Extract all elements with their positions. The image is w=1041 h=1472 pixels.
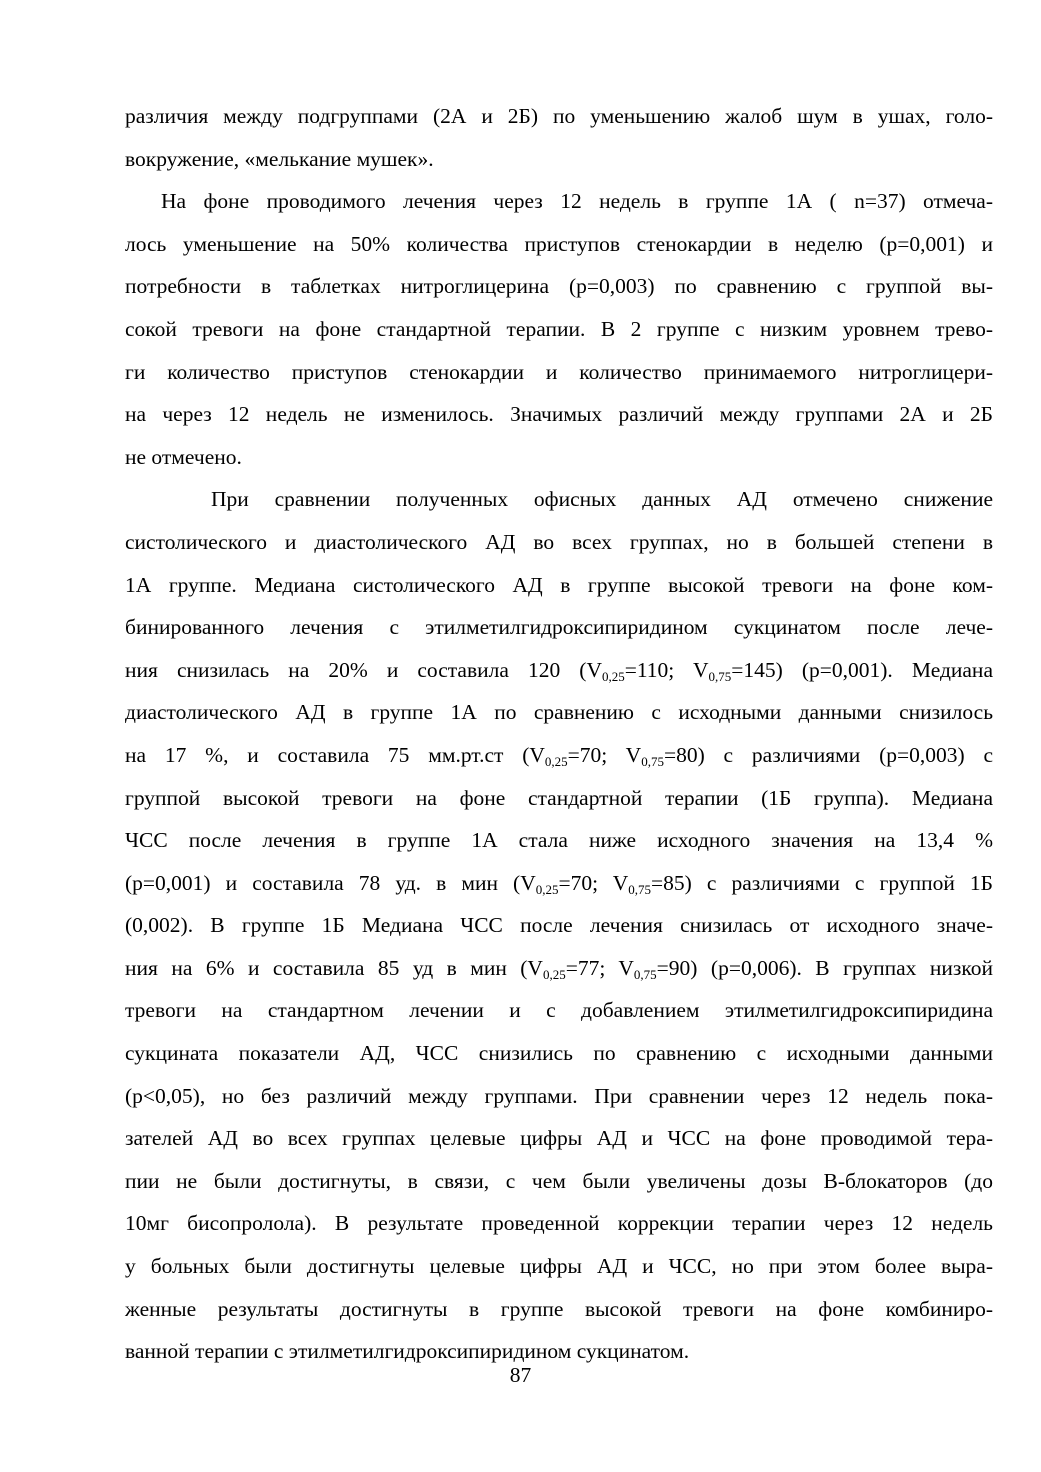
text-line: на 17 %, и составила 75 мм.рт.ст ($V_{0,25}=70$; $V_{0,75}=80$) с различиями (p=0,003) с <box>125 742 993 769</box>
body-text <box>125 95 993 1373</box>
text-line: вокружение, «мелькание мушек». <box>125 146 434 171</box>
text-line: на через 12 недель не изменилось. Значимых различий между группами 2А и 2Б <box>125 402 993 427</box>
text-line: женные результаты достигнуты в группе высокой тревоги на фоне комбиниро- <box>125 1296 993 1321</box>
text-line: ванной терапии с этилметилгидроксипиридином сукцинатом. <box>125 1339 690 1364</box>
text-line: (0,002). В группе 1Б Медиана ЧСС после лечения снизилась от исходного значе- <box>125 913 993 938</box>
text-line: тревоги на стандартном лечении и с добавлением этилметилгидроксипиридина <box>125 998 993 1023</box>
text-line: 10мг бисопролола). В результате проведенной коррекции терапии через 12 недель <box>125 1211 993 1236</box>
text-line: сукцината показатели АД, ЧСС снизились по сравнению с исходными данными <box>125 1041 993 1066</box>
text-line: 1А группе. Медиана систолического АД в группе высокой тревоги на фоне ком- <box>125 572 993 597</box>
text-line: потребности в таблетках нитроглицерина (p=0,003) по сравнению с группой вы- <box>125 274 993 299</box>
text-line: лось уменьшение на 50% количества приступов стенокардии в неделю (p=0,001) и <box>125 231 993 256</box>
text-line: диастолического АД в группе 1А по сравнению с исходными данными снизилось <box>125 700 993 725</box>
text-line: не отмечено. <box>125 444 242 469</box>
text-line: группой высокой тревоги на фоне стандартной терапии (1Б группа). Медиана <box>125 785 993 810</box>
text-line: бинированного лечения с этилметилгидроксипиридином сукцинатом после лече- <box>125 615 993 640</box>
text-line: зателей АД во всех группах целевые цифры АД и ЧСС на фоне проводимой тера- <box>125 1126 993 1151</box>
paragraph-start-line: На фоне проводимого лечения через 12 недель в группе 1А ( n=37) отмеча- <box>161 189 993 214</box>
text-line: пии не были достигнуты, в связи, с чем были увеличены дозы В-блокаторов (до <box>125 1168 993 1193</box>
text-line: ния снизилась на 20% и составила 120 ($V_{0,25}=110$; $V_{0,75}=145$) (p=0,001). Медиана <box>125 657 993 684</box>
text-line: сокой тревоги на фоне стандартной терапии. В 2 группе с низким уровнем трево- <box>125 316 993 341</box>
text-line: у больных были достигнуты целевые цифры АД и ЧСС, но при этом более выра- <box>125 1254 993 1279</box>
text-line: систолического и диастолического АД во всех группах, но в большей степени в <box>125 529 993 554</box>
text-line: ния на 6% и составила 85 уд в мин ($V_{0,25}=77$; $V_{0,75}=90$) (p=0,006). В группах низкой <box>125 955 993 982</box>
text-line: (p=0,001) и составила 78 уд. в мин ($V_{0,25}=70$; $V_{0,75}=85$) с различиями с группой 1Б <box>125 870 993 897</box>
paragraph-start-line: При сравнении полученных офисных данных АД отмечено снижение <box>211 487 993 512</box>
text-line: различия между подгруппами (2А и 2Б) по уменьшению жалоб шум в ушах, голо- <box>125 104 993 128</box>
page-number: 87 <box>509 1363 532 1387</box>
text-line: ги количество приступов стенокардии и количество принимаемого нитроглицери- <box>125 359 993 384</box>
text-line: ЧСС после лечения в группе 1А стала ниже исходного значения на 13,4 % <box>125 828 993 853</box>
text-line: (p<0,05), но без различий между группами. При сравнении через 12 недель пока- <box>125 1083 993 1108</box>
